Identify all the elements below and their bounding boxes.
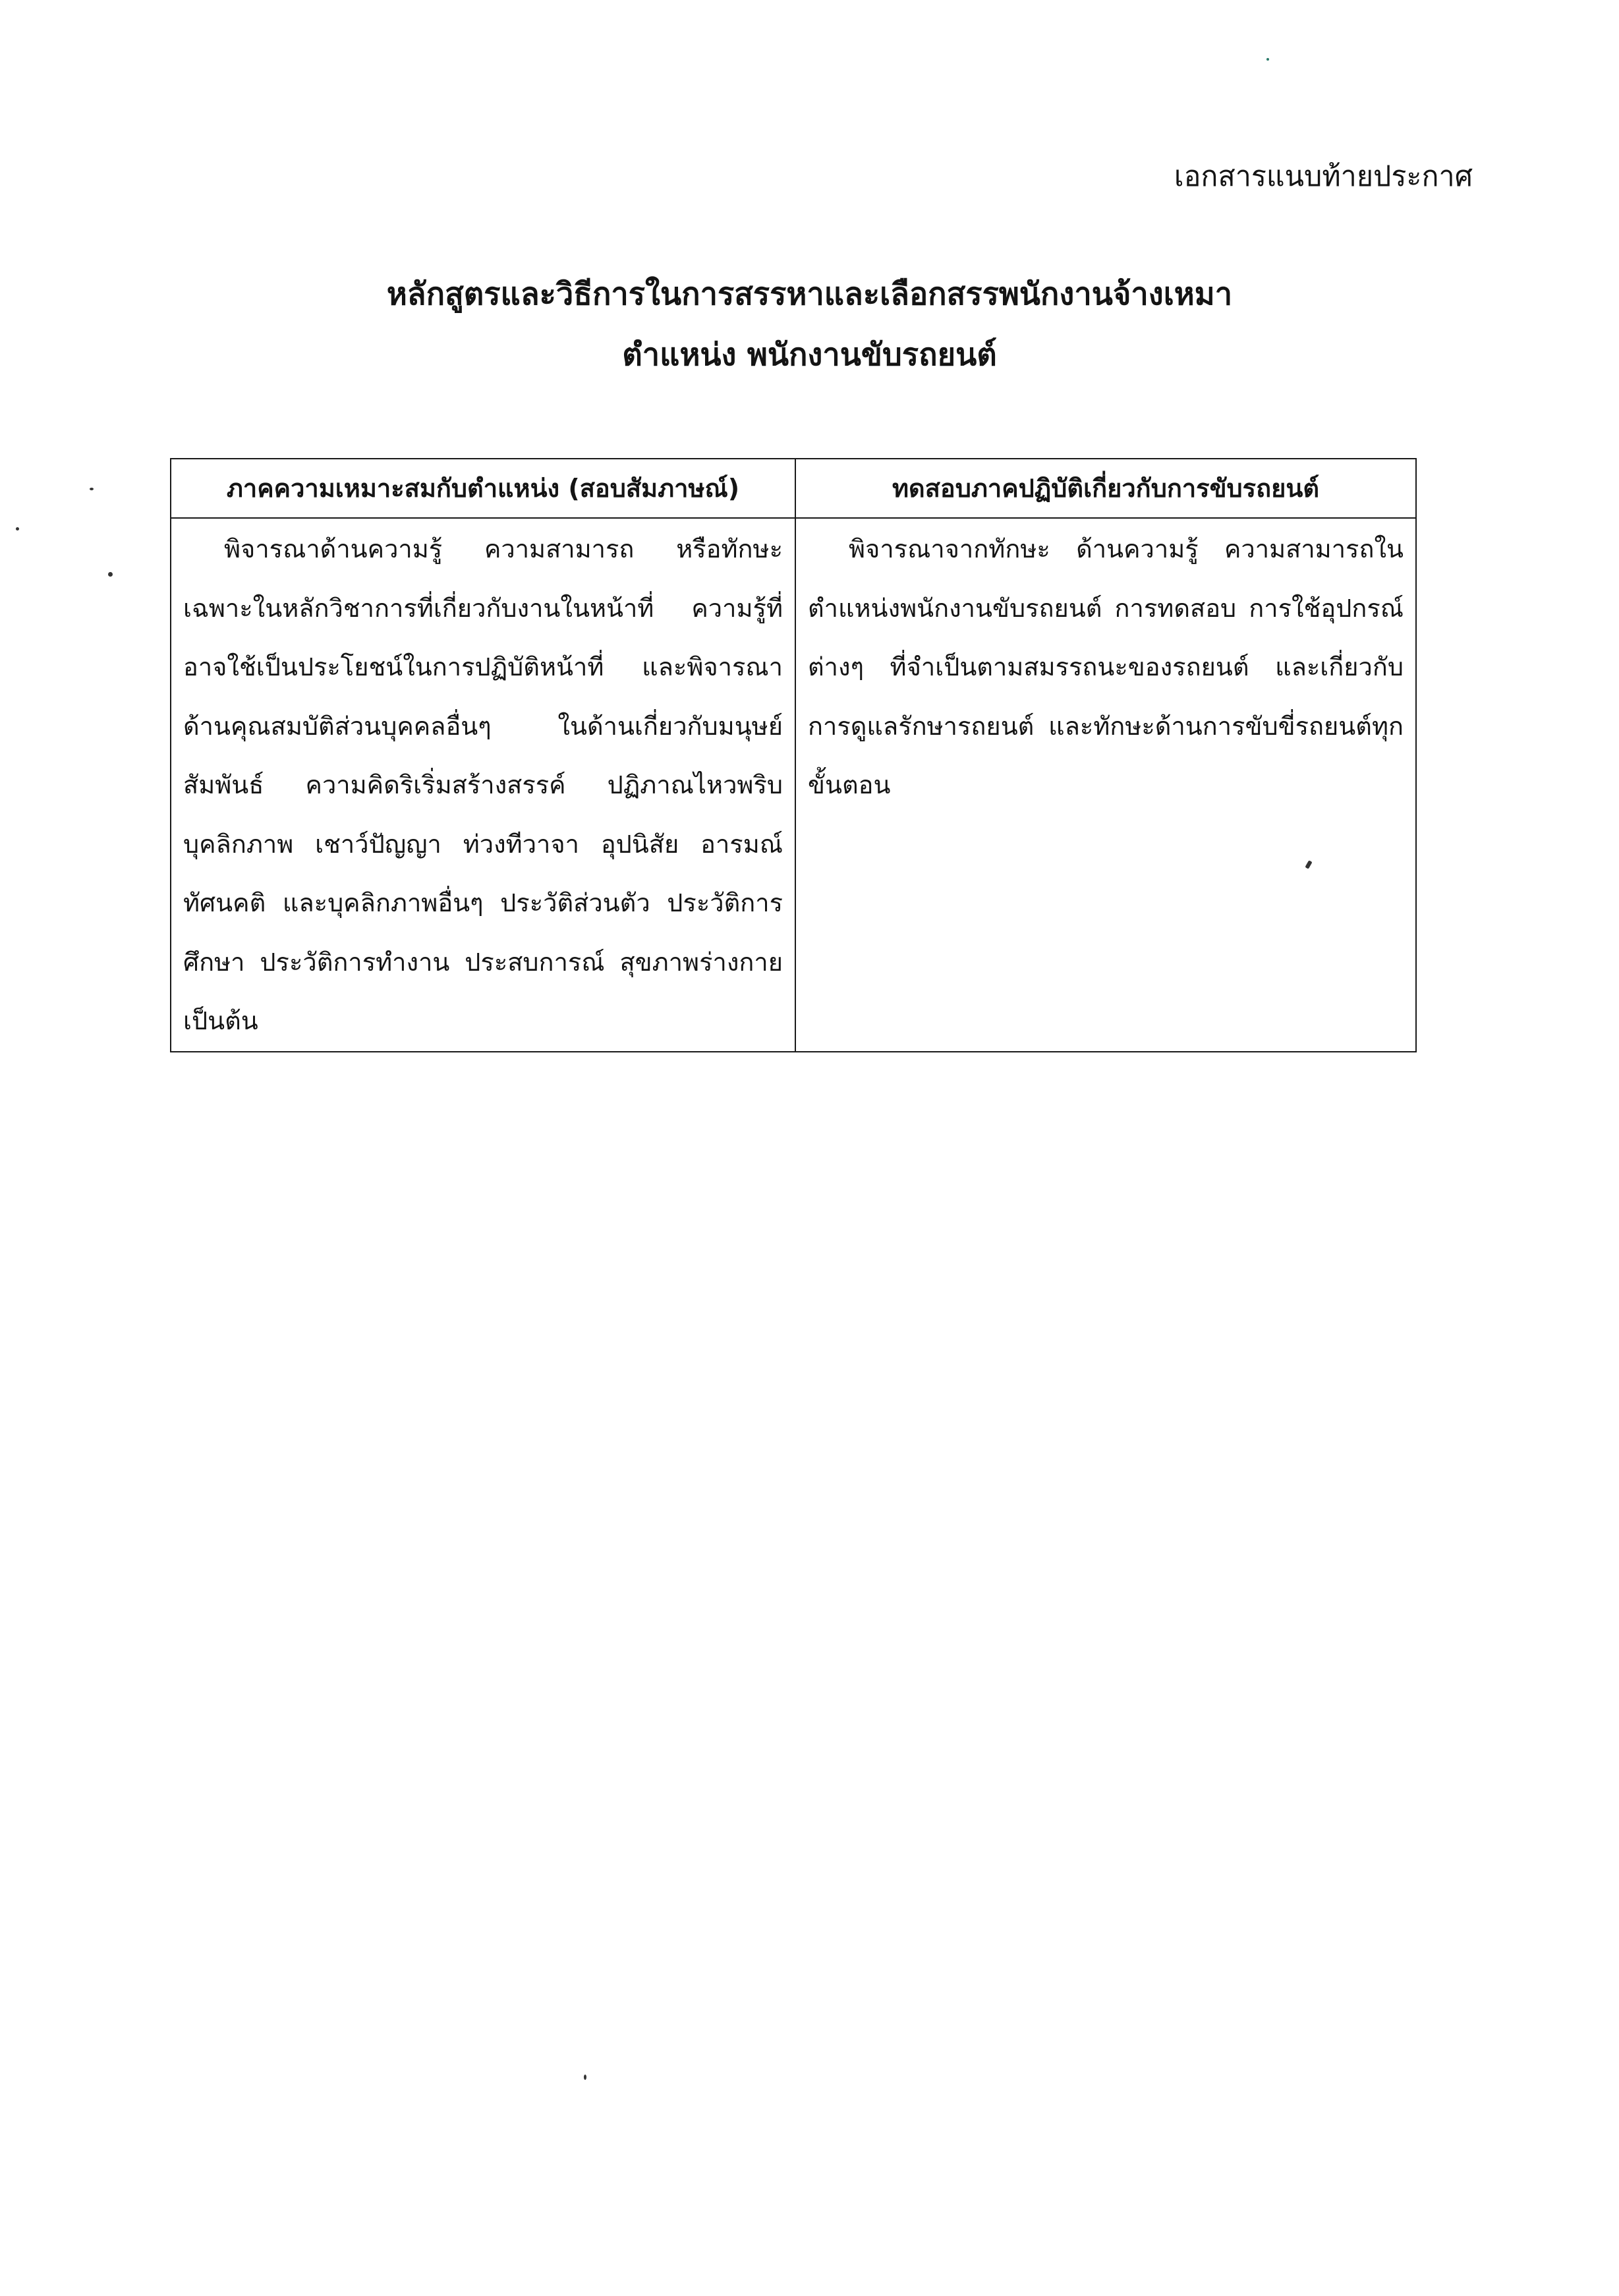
- table-header-row: [171, 459, 1416, 518]
- attachment-note: เอกสารแนบท้ายประกาศ: [1174, 160, 1473, 193]
- table-row: [171, 518, 1416, 1052]
- position-title: ตำแหน่ง พนักงานขับรถยนต์: [622, 337, 997, 373]
- scan-speck: [108, 572, 113, 577]
- scan-speck: [1266, 58, 1269, 61]
- column-header-practical-test: ทดสอบภาคปฏิบัติเกี่ยวกับการขับรถยนต์: [795, 459, 1416, 518]
- scan-speck: [90, 488, 94, 490]
- document-title: หลักสูตรและวิธีการในการสรรหาและเลือกสรรพนักงานจ้างเหมา: [386, 276, 1233, 312]
- scan-speck: [16, 527, 19, 531]
- scan-speck: [584, 2075, 586, 2080]
- practical-test-criteria-cell: พิจารณาจากทักษะ ด้านความรู้ ความสามารถในตำแหน่งพนักงานขับรถยนต์ การทดสอบ การใช้อุปกรณ์ต่างๆ ที่จำเป็นตามสมรรถนะของรถยนต์ และเกี่ยวกับการดูแลรักษารถยนต์ และทักษะด้านการขับขี่รถยนต์ทุกขั้นตอน: [795, 518, 1416, 1052]
- interview-criteria-cell: พิจารณาด้านความรู้ ความสามารถ หรือทักษะเฉพาะในหลักวิชาการที่เกี่ยวกับงานในหน้าที่ ความรู้ที่อาจใช้เป็นประโยชน์ในการปฏิบัติหน้าที่ และพิจารณาด้านคุณสมบัติส่วนบุคคลอื่นๆ ในด้านเกี่ยวกับมนุษย์สัมพันธ์ ความคิดริเริ่มสร้างสรรค์ ปฏิภาณไหวพริบ บุคลิกภาพ เชาว์ปัญญา ท่วงทีวาจา อุปนิสัย อารมณ์ ทัศนคติ และบุคลิกภาพอื่นๆ ประวัติส่วนตัว ประวัติการศึกษา ประวัติการทำงาน ประสบการณ์ สุขภาพร่างกาย เป็นต้น: [171, 518, 795, 1052]
- column-header-interview: ภาคความเหมาะสมกับตำแหน่ง (สอบสัมภาษณ์): [171, 459, 795, 518]
- selection-criteria-table: [170, 458, 1417, 1052]
